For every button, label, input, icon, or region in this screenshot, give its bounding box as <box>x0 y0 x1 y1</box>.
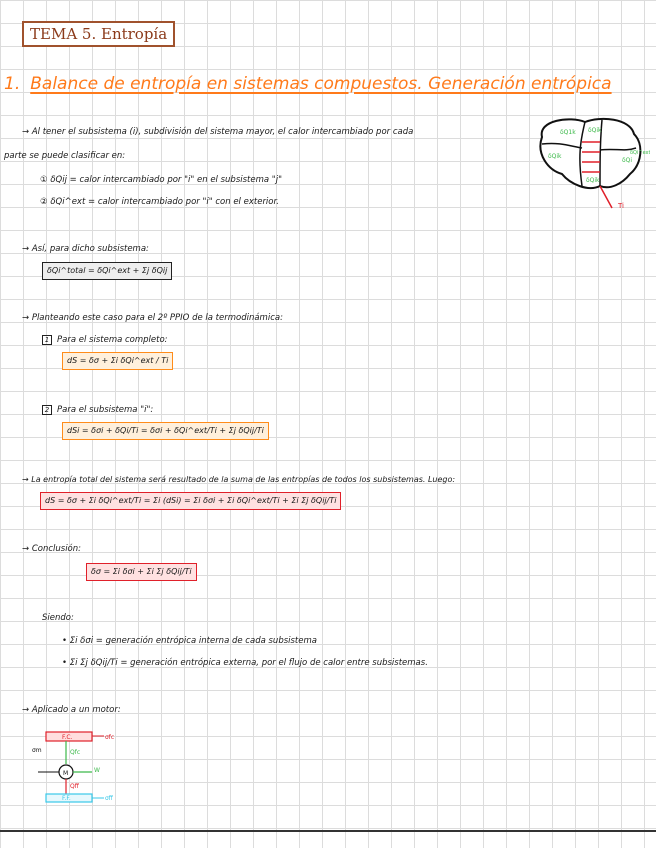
item-1: ① δQij = calor intercambiado por "i" en el subsistema "j" <box>40 175 282 185</box>
motor-diagram <box>20 728 140 806</box>
case-1-label: Para el sistema completo: <box>57 335 168 345</box>
motor-m-label: M <box>63 770 69 777</box>
motor-sff-label: σff <box>105 795 113 802</box>
motor-qfc-label: Qfc <box>70 749 81 756</box>
motor-qff-label: Qff <box>70 783 79 790</box>
eq-case-1: dS = δσ + Σi δQi^ext / Ti <box>62 352 173 370</box>
intro-line-1: → Al tener el subsistema (i), subdivisión del sistema mayor, el calor intercambiado por cada <box>22 127 414 137</box>
case-2-label: Para el subsistema "i": <box>57 405 154 415</box>
blob-label-ti: Ti <box>618 202 625 210</box>
blob-label-4: δQi <box>622 157 633 164</box>
blob-label-ext: δQi^ext <box>630 150 650 156</box>
case-2 <box>42 404 153 416</box>
aplicado-line: → Aplicado a un motor: <box>22 705 121 715</box>
siendo-line: Siendo: <box>42 613 74 623</box>
blob-label-1: δQ1k <box>560 129 576 136</box>
topic-title: TEMA 5. Entropía <box>22 21 175 47</box>
motor-fc-label: F.C. <box>62 734 73 741</box>
blob-label-3: δQik <box>548 153 562 160</box>
motor-w-label: W <box>94 767 100 774</box>
blob-label-5: δQik <box>586 177 600 184</box>
eq-asi: δQi^total = δQi^ext + Σj δQij <box>42 262 172 280</box>
case-2-num: 2 <box>42 405 52 415</box>
blob-label-2: δQik <box>588 127 602 134</box>
bullet-1: • Σi δσi = generación entrópica interna de cada subsistema <box>62 636 317 646</box>
motor-ff-label: F.F. <box>62 795 71 802</box>
section-number: 1. <box>4 74 21 94</box>
item-2: ② δQi^ext = calor intercambiado por "i" con el exterior. <box>40 197 279 207</box>
asi-line: → Así, para dicho subsistema: <box>22 244 149 254</box>
conclusion-line: → Conclusión: <box>22 544 82 554</box>
eq-total: dS = δσ + Σi δQi^ext/Ti = Σi (dSi) = Σi δσi + Σi δQi^ext/Ti + Σi Σj δQij/Ti <box>40 492 341 510</box>
bullet-2: • Σi Σj δQij/Ti = generación entrópica externa, por el flujo de calor entre subsistemas. <box>62 658 428 668</box>
planteando-line: → Planteando este caso para el 2º PPIO de la termodinámica: <box>22 313 283 323</box>
motor-sigma-label: σm <box>32 747 42 754</box>
eq-conclusion: δσ = Σi δσi + Σi Σj δQij/Ti <box>86 563 197 581</box>
bottom-divider <box>0 830 656 832</box>
motor-sfc-label: σfc <box>105 734 115 741</box>
section-heading <box>4 72 612 96</box>
section-title: Balance de entropía en sistemas compuestos. Generación entrópica <box>30 74 612 94</box>
intro-line-2: parte se puede clasificar en: <box>4 151 126 161</box>
case-1 <box>42 334 168 346</box>
subsystem-diagram <box>530 112 650 212</box>
case-1-num: 1 <box>42 335 52 345</box>
entropia-line: → La entropía total del sistema será resultado de la suma de las entropías de todos los subsistemas. Luego: <box>22 475 456 484</box>
eq-case-2: dSi = δσi + δQi/Ti = δσi + δQi^ext/Ti + Σj δQij/Ti <box>62 422 269 440</box>
